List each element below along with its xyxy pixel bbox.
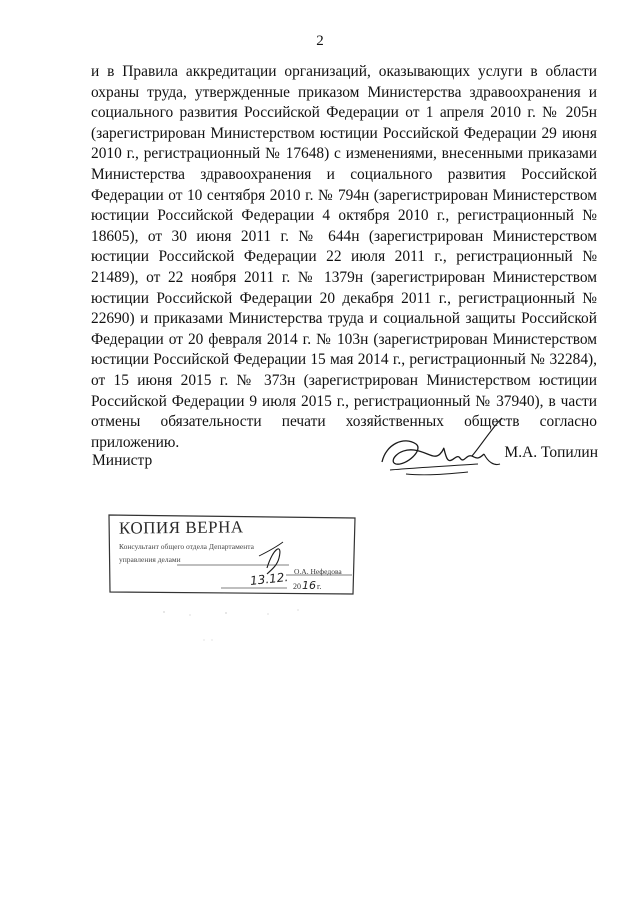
handwritten-signature xyxy=(376,414,516,490)
certified-copy-stamp xyxy=(107,512,359,596)
signatory-title: Министр xyxy=(92,452,153,469)
stamp-department-line: управления делами xyxy=(119,555,181,564)
stamp-position-line: Консультант общего отдела Департамента xyxy=(119,542,254,551)
page-number: 2 xyxy=(316,33,324,49)
stamp-year-suffix: г. xyxy=(317,582,322,591)
stamp-year-prefix: 20 xyxy=(293,582,301,591)
order-body-text: и в Правила аккредитации организаций, оказывающих услуги в области охраны труда, утвержденные приказом Министерства здравоохранения и социального развития Российской Федерации от 1 апреля 2010 г. № 205н (зарегистрирован Министерством юстиции Российской Федерации 29 июня 2010 г., регистрационный № 17648) с изменениями, внесенными приказами Министерства здравоохранения и социального развития Российской Федерации от 10 сентября 2010 г. № 794н (зарегистрирован Министерством юстиции Российской Федерации 4 октября 2010 г., регистрационный № 18605), от 30 июня 2011 г. № 644н (зарегистрирован Министерством юстиции Российской Федерации 22 июля 2011 г., регистрационный № 21489), от 22 ноября 2011 г. № 1379н (зарегистрирован Министерством юстиции Российской Федерации 20 декабря 2011 г., регистрационный № 22690) и приказами Министерства труда и социальной защиты Российской Федерации от 20 февраля 2014 г. № 103н (зарегистрирован Министерством юстиции Российской Федерации 15 мая 2014 г., регистрационный № 32284), от 15 июня 2015 г. № 373н (зарегистрирован Министерством юстиции Российской Федерации 9 июля 2015 г., регистрационный № 37940), в части отмены обязательности печати хозяйственных обществ согласно приложению. xyxy=(91,63,597,451)
stamp-signer-name: О.А. Нефедова xyxy=(294,567,342,576)
stamp-handwritten-year: 16 xyxy=(302,579,316,592)
stamp-handwritten-date: 13.12. xyxy=(249,570,289,588)
stamp-title: КОПИЯ ВЕРНА xyxy=(118,517,244,538)
signatory-name: М.А. Топилин xyxy=(504,444,598,461)
